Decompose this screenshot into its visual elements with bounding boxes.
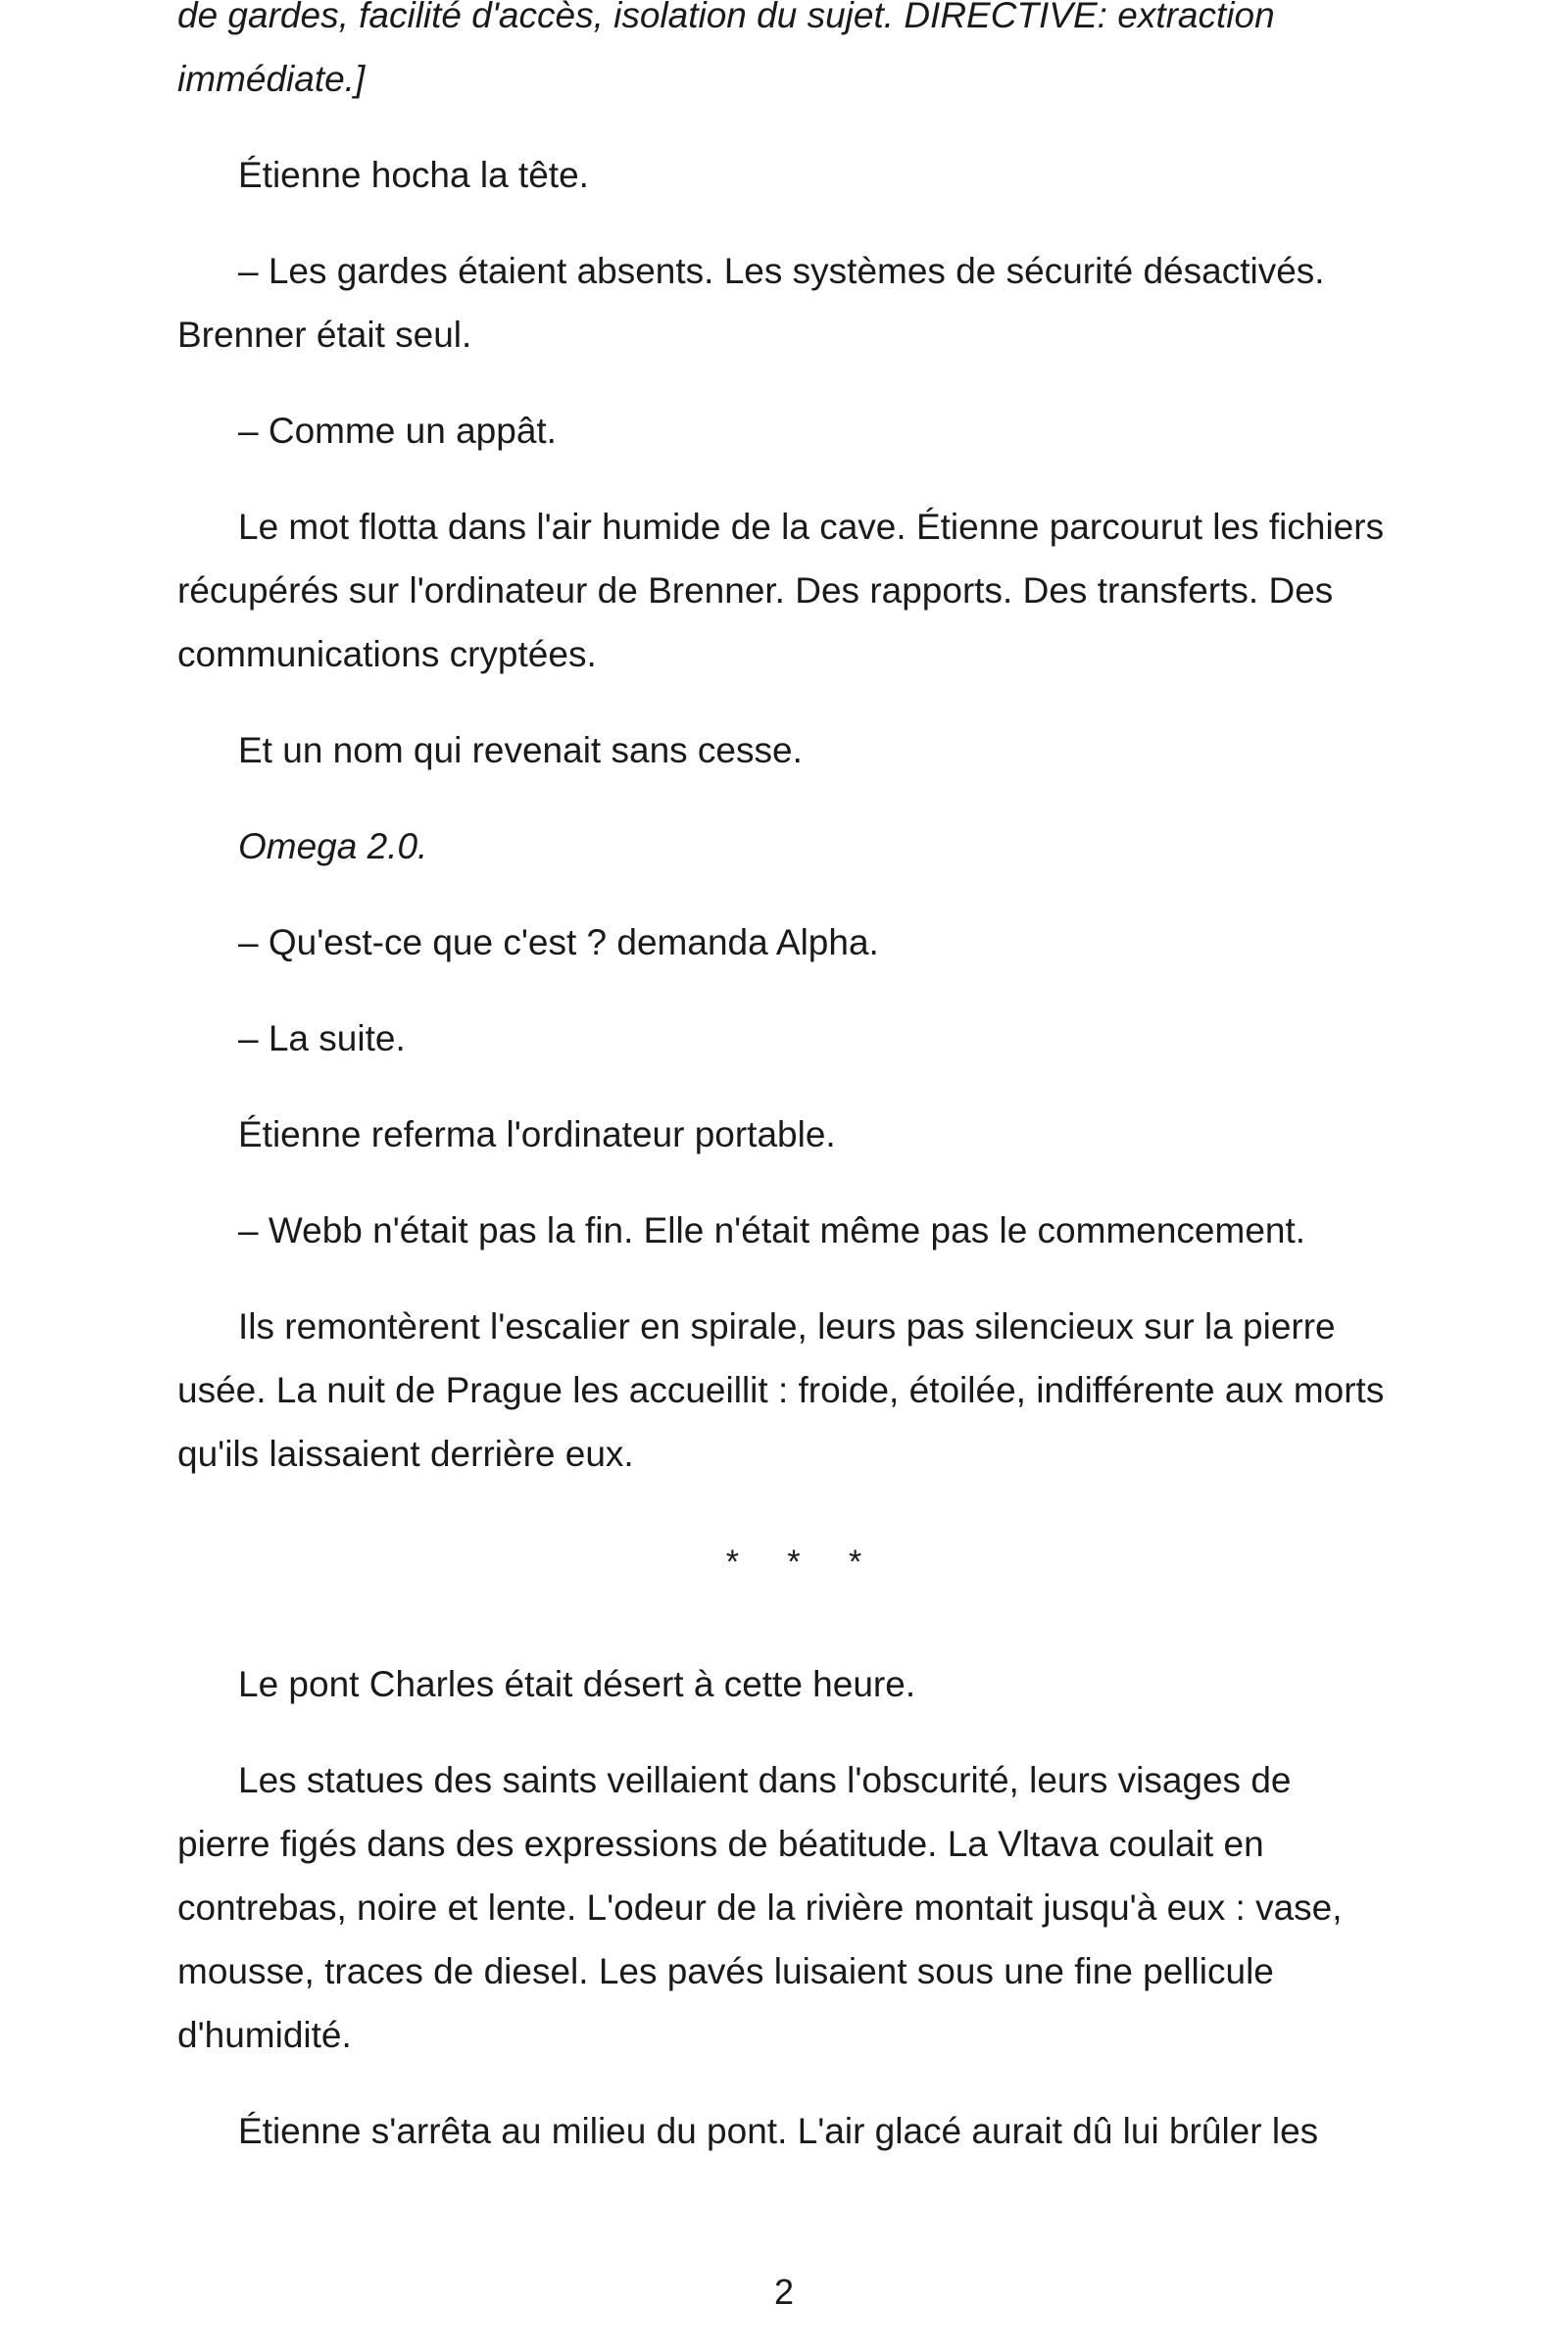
paragraph-omega: Omega 2.0. <box>238 826 428 866</box>
paragraph-cave-files: Le mot flotta dans l'air humide de la cave. Étienne parcourut les fichiers récupérés sur l'ordinateur de Brenner. Des rapports. Des transferts. Des communications cryptées. <box>177 507 1385 674</box>
paragraph-etienne-stops: Étienne s'arrêta au milieu du pont. L'air glacé aurait dû lui brûler les <box>238 2111 1319 2151</box>
page-number: 2 <box>773 2272 795 2312</box>
paragraph-the-sequel: – La suite. <box>238 1018 406 1058</box>
paragraph-charles-bridge: Le pont Charles était désert à cette heure. <box>238 1664 916 1704</box>
paragraph-etienne-nod: Étienne hocha la tête. <box>238 155 589 195</box>
paragraph-close-laptop: Étienne referma l'ordinateur portable. <box>238 1114 836 1154</box>
paragraph-alpha-question: – Qu'est-ce que c'est ? demanda Alpha. <box>238 922 879 962</box>
paragraph-bait: – Comme un appât. <box>238 411 557 451</box>
paragraph-directive-continuation: de gardes, facilité d'accès, isolation du sujet. DIRECTIVE: extraction immédiate.] <box>177 0 1275 99</box>
paragraph-recurring-name: Et un nom qui revenait sans cesse. <box>238 730 803 770</box>
paragraph-guards-absent: – Les gardes étaient absents. Les systèmes de sécurité désactivés. Brenner était seul. <box>177 251 1325 355</box>
chapter-text-part-1 <box>177 0 1393 1486</box>
chapter-text-part-2 <box>177 1652 1393 2163</box>
paragraph-spiral-staircase: Ils remontèrent l'escalier en spirale, leurs pas silencieux sur la pierre usée. La nuit de Prague les accueillit : froide, étoilée, indifférente aux morts qu'ils laissaient derrière eux. <box>177 1306 1385 1474</box>
paragraph-statues: Les statues des saints veillaient dans l'obscurité, leurs visages de pierre figés dans des expressions de béatitude. La Vltava coulait en contrebas, noire et lente. L'odeur de la rivière montait jusqu'à eux : vase, mousse, traces de diesel. Les pavés luisaient sous une fine pellicule d'humidité. <box>177 1760 1343 2055</box>
scene-break: * * * <box>725 1544 882 1581</box>
paragraph-webb-not-end: – Webb n'était pas la fin. Elle n'était même pas le commencement. <box>238 1210 1306 1250</box>
